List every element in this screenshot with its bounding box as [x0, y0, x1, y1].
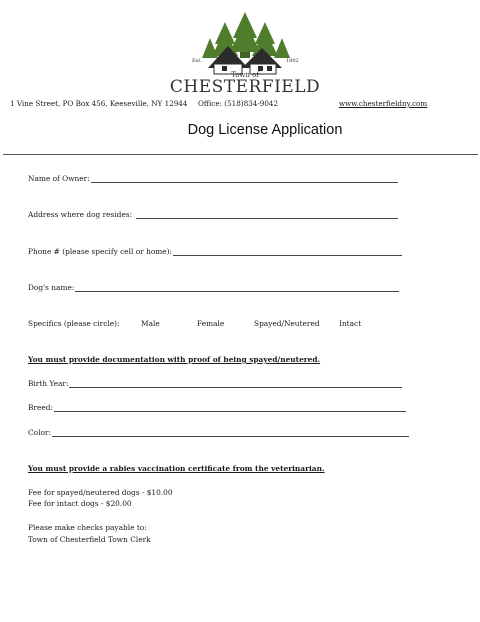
specifics-label: Specifics (please circle):: [28, 319, 120, 328]
town-logo: [170, 8, 320, 98]
page-title: Dog License Application: [187, 122, 343, 138]
logo-est-text: Est.: [192, 58, 202, 64]
dog-name-label: Dog's name:: [28, 283, 75, 292]
website-link[interactable]: www.chesterfieldny.com: [339, 99, 428, 108]
rabies-notice: You must provide a rabies vaccination certificate from the veterinarian.: [28, 464, 325, 473]
logo-name-text: CHESTERFIELD: [170, 77, 320, 97]
payment-payee: Town of Chesterfield Town Clerk: [28, 535, 151, 544]
color-field[interactable]: [28, 428, 409, 437]
breed-line[interactable]: [54, 404, 406, 412]
color-label: Color:: [28, 428, 51, 437]
option-female[interactable]: Female: [197, 319, 225, 328]
logo-town-of-text: Town of: [231, 71, 259, 79]
color-line[interactable]: [52, 429, 409, 437]
dog-name-field[interactable]: [28, 283, 399, 292]
spay-documentation-notice: You must provide documentation with proof of being spayed/neutered.: [28, 355, 321, 364]
logo-year-text: 1802: [286, 58, 299, 64]
birth-year-field[interactable]: [28, 379, 402, 388]
breed-label: Breed:: [28, 403, 53, 412]
trees-icon: [202, 12, 290, 58]
dog-address-field[interactable]: [28, 210, 398, 219]
title-divider: [3, 154, 478, 155]
birth-year-line[interactable]: [69, 380, 402, 388]
dog-name-line[interactable]: [75, 284, 399, 292]
birth-year-label: Birth Year:: [28, 379, 69, 388]
fee-spayed: Fee for spayed/neutered dogs - $10.00: [28, 488, 173, 497]
street-address: 1 Vine Street, PO Box 456, Keeseville, NY 12944: [10, 99, 188, 108]
owner-name-label: Name of Owner:: [28, 174, 90, 183]
option-male[interactable]: Male: [141, 319, 160, 328]
phone-field[interactable]: [28, 247, 402, 256]
breed-field[interactable]: [28, 403, 406, 412]
owner-name-field[interactable]: [28, 174, 398, 183]
phone-label: Phone # (please specify cell or home):: [28, 247, 173, 256]
office-phone: Office: (518)834-9042: [198, 99, 279, 108]
fee-intact: Fee for intact dogs - $20.00: [28, 499, 132, 508]
option-intact[interactable]: Intact: [339, 319, 362, 328]
dog-address-line[interactable]: [136, 211, 398, 219]
phone-line[interactable]: [173, 248, 402, 256]
option-spayed-neutered[interactable]: Spayed/Neutered: [254, 319, 320, 328]
payment-instruction: Please make checks payable to:: [28, 523, 147, 532]
owner-name-line[interactable]: [91, 175, 398, 183]
dog-address-label: Address where dog resides:: [28, 210, 133, 219]
